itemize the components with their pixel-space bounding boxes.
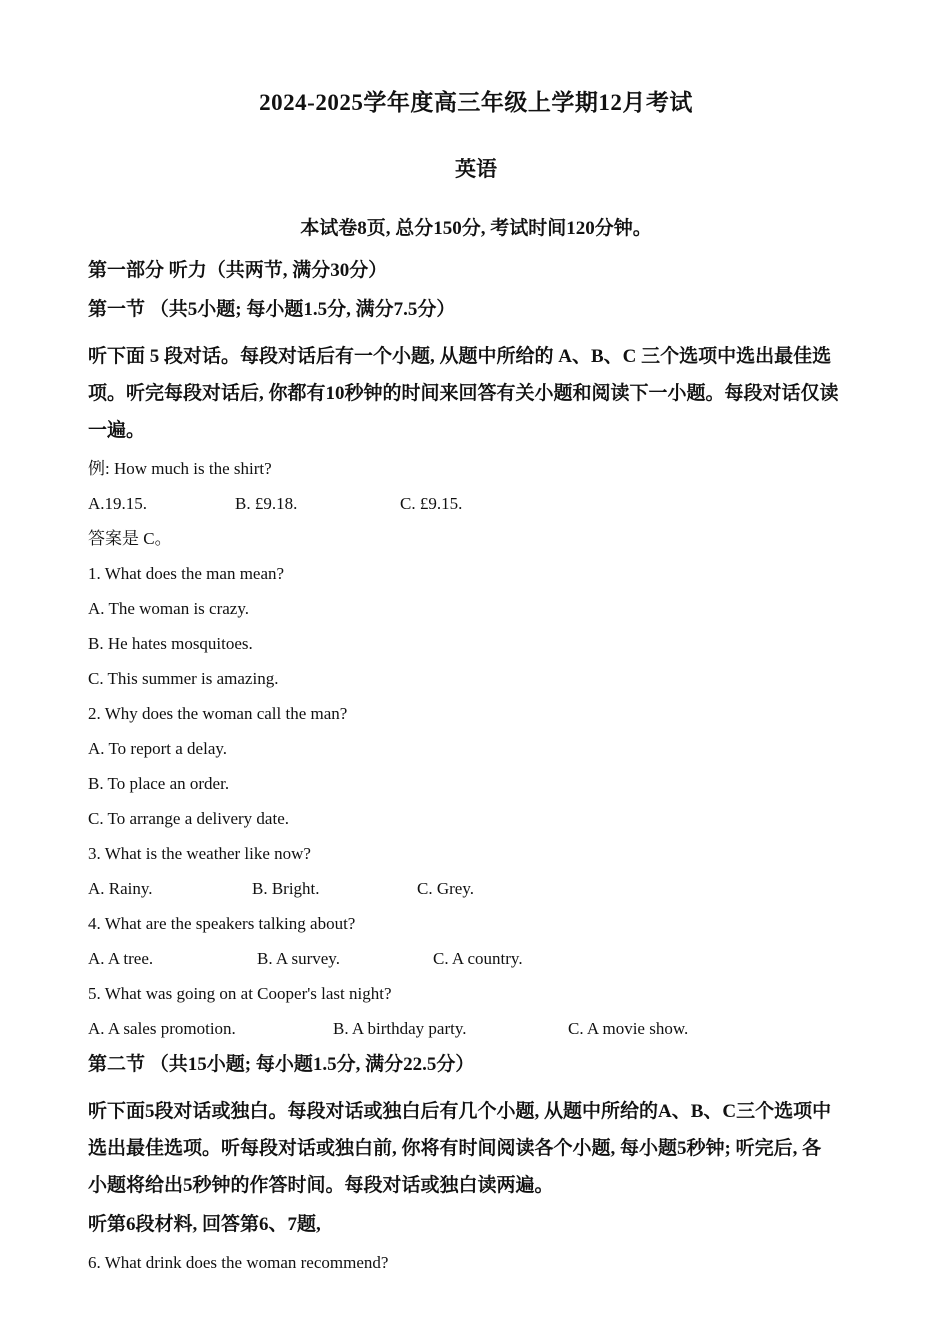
question-option: A. To report a delay. bbox=[88, 739, 228, 758]
question-option: A. The woman is crazy. bbox=[88, 599, 249, 618]
question-option: B. To place an order. bbox=[88, 774, 230, 793]
question-prompt: 2. Why does the woman call the man? bbox=[88, 704, 348, 723]
instruction-line: 小题将给出5秒钟的作答时间。每段对话或独白读两遍。 bbox=[88, 1175, 554, 1196]
option-text: C. A movie show. bbox=[568, 1019, 689, 1038]
question-prompt: 6. What drink does the woman recommend? bbox=[88, 1253, 389, 1272]
option-text: B. A survey. bbox=[257, 949, 340, 968]
instruction-line: 听下面 5 段对话。每段对话后有一个小题, 从题中所给的 A、B、C 三个选项中选出最佳选 bbox=[88, 346, 832, 367]
section2-instructions bbox=[88, 1093, 864, 1204]
instruction-line: 项。听完每段对话后, 你都有10秒钟的时间来回答有关小题和阅读下一小题。每段对话仅读 bbox=[88, 383, 839, 404]
exam-title: 2024-2025学年度高三年级上学期12月考试 bbox=[259, 90, 693, 115]
section1-heading: 第一节 （共5小题; 每小题1.5分, 满分7.5分） bbox=[88, 299, 456, 320]
question-option: C. To arrange a delivery date. bbox=[88, 809, 289, 828]
example-prompt: 例: How much is the shirt? bbox=[88, 459, 272, 478]
question-prompt: 3. What is the weather like now? bbox=[88, 844, 311, 863]
question-option: C. This summer is amazing. bbox=[88, 669, 279, 688]
option-text: B. A birthday party. bbox=[333, 1019, 467, 1038]
option-text: B. Bright. bbox=[252, 879, 320, 898]
instruction-line: 一遍。 bbox=[88, 420, 146, 441]
material-note: 听第6段材料, 回答第6、7题, bbox=[88, 1214, 321, 1235]
question-options-row bbox=[88, 879, 864, 899]
instruction-line: 选出最佳选项。听每段对话或独白前, 你将有时间阅读各个小题, 每小题5秒钟; 听完后, 各 bbox=[88, 1138, 822, 1159]
exam-subject: 英语 bbox=[455, 157, 497, 181]
example-answer: 答案是 C。 bbox=[88, 529, 172, 548]
part1-heading: 第一部分 听力（共两节, 满分30分） bbox=[88, 260, 388, 281]
section2-heading: 第二节 （共15小题; 每小题1.5分, 满分22.5分） bbox=[88, 1054, 475, 1075]
exam-info-line: 本试卷8页, 总分150分, 考试时间120分钟。 bbox=[300, 218, 652, 239]
example-options-row bbox=[88, 494, 864, 514]
question-prompt: 5. What was going on at Cooper's last night? bbox=[88, 984, 392, 1003]
section2-questions bbox=[88, 1253, 864, 1273]
option-text: C. Grey. bbox=[417, 879, 474, 898]
option-text: C. £9.15. bbox=[400, 494, 463, 513]
option-text: C. A country. bbox=[433, 949, 523, 968]
option-text: A. Rainy. bbox=[88, 879, 153, 898]
example-block bbox=[88, 459, 864, 549]
option-text: A. A tree. bbox=[88, 949, 154, 968]
question-option: B. He hates mosquitoes. bbox=[88, 634, 253, 653]
option-text: A. A sales promotion. bbox=[88, 1019, 236, 1038]
question-prompt: 1. What does the man mean? bbox=[88, 564, 285, 583]
section1-instructions bbox=[88, 338, 864, 449]
question-options-row bbox=[88, 949, 864, 969]
option-text: B. £9.18. bbox=[235, 494, 298, 513]
option-text: A.19.15. bbox=[88, 494, 148, 513]
instruction-line: 听下面5段对话或独白。每段对话或独白后有几个小题, 从题中所给的A、B、C三个选项中 bbox=[88, 1101, 832, 1122]
section1-questions bbox=[88, 564, 864, 1039]
question-prompt: 4. What are the speakers talking about? bbox=[88, 914, 356, 933]
question-options-row bbox=[88, 1019, 864, 1039]
